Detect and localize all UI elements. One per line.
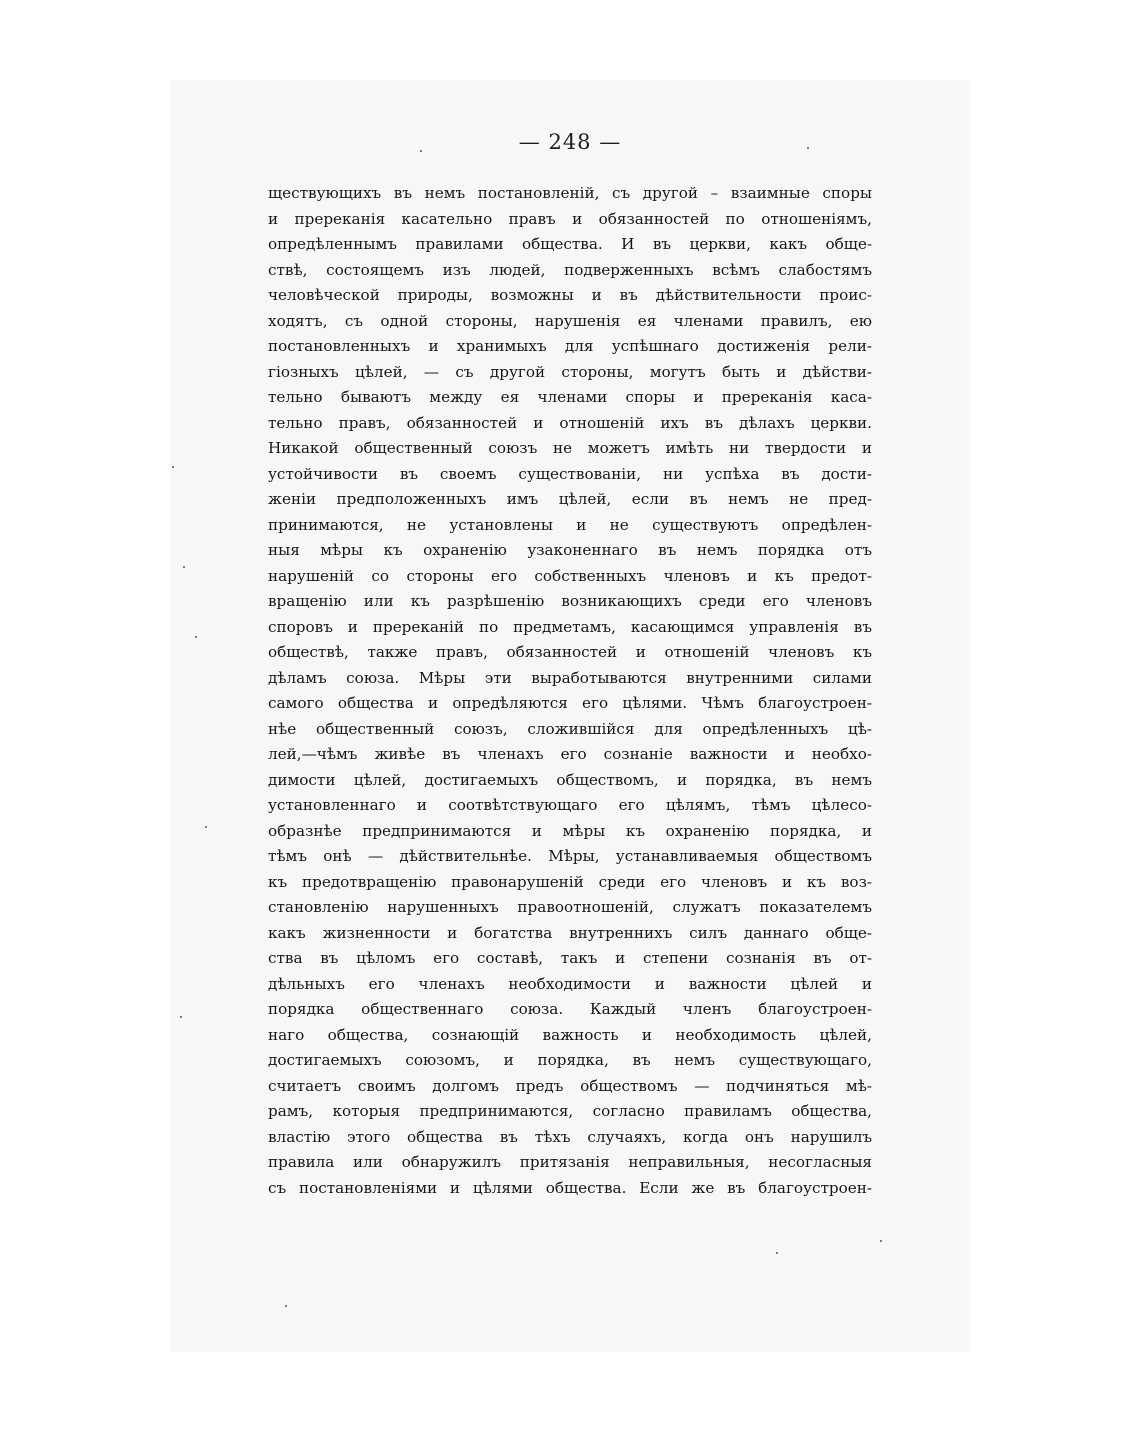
text-line: становленію нарушенныхъ правоотношеній, служатъ показателемъ <box>268 898 872 916</box>
text-line: образнѣе предпринимаются и мѣры къ охраненію порядка, и <box>268 821 872 840</box>
text-line: женіи предположенныхъ имъ цѣлей, если въ немъ не пред- <box>268 490 872 508</box>
text-line: нарушеній со стороны его собственныхъ членовъ и къ предот- <box>268 566 872 585</box>
text-line: нѣе общественный союзъ, сложившійся для опредѣленныхъ цѣ- <box>268 719 872 738</box>
text-line: вращенію или къ разрѣшенію возникающихъ среди его членовъ <box>268 592 872 610</box>
text-line: человѣческой природы, возможны и въ дѣйствительности проис- <box>268 286 872 304</box>
text-line: Никакой общественный союзъ не можетъ имѣть ни твердости и <box>268 439 872 457</box>
text-line: тельно бываютъ между ея членами споры и пререканія каса- <box>268 388 872 406</box>
text-line: дѣламъ союза. Мѣры эти выработываются внутренними силами <box>268 668 872 687</box>
text-line: къ предотвращенію правонарушеній среди его членовъ и къ воз- <box>268 872 872 891</box>
scan-speck <box>180 1016 182 1018</box>
text-line: достигаемыхъ союзомъ, и порядка, въ немъ существующаго, <box>268 1051 872 1069</box>
scan-speck <box>205 826 207 828</box>
text-line: считаетъ своимъ долгомъ предъ обществомъ — подчиняться мѣ- <box>268 1076 872 1095</box>
text-line: димости цѣлей, достигаемыхъ обществомъ, и порядка, въ немъ <box>268 770 872 789</box>
text-line: опредѣленнымъ правилами общества. И въ церкви, какъ обще- <box>268 235 872 253</box>
scan-speck <box>285 1305 287 1307</box>
scan-speck <box>807 147 809 149</box>
text-line: установленнаго и соотвѣтствующаго его цѣлямъ, тѣмъ цѣлесо- <box>268 796 872 814</box>
text-line: дѣльныхъ его членахъ необходимости и важности цѣлей и <box>268 974 872 993</box>
scan-speck <box>880 1240 882 1242</box>
text-line: порядка общественнаго союза. Каждый членъ благоустроен- <box>268 1000 872 1018</box>
text-line: и пререканія касательно правъ и обязанностей по отношеніямъ, <box>268 209 872 228</box>
text-line: тѣмъ онѣ — дѣйствительнѣе. Мѣры, устанавливаемыя обществомъ <box>268 847 872 865</box>
text-line: лей,—чѣмъ живѣе въ членахъ его сознаніе важности и необхо- <box>268 745 872 763</box>
text-line: властію этого общества въ тѣхъ случаяхъ, когда онъ нарушилъ <box>268 1127 872 1146</box>
body-text <box>268 181 872 1201</box>
scan-speck <box>776 1252 778 1254</box>
text-line: ществующихъ въ немъ постановленій, съ другой – взаимные споры <box>268 184 872 202</box>
scan-speck <box>183 566 185 568</box>
scan-speck <box>195 636 197 638</box>
text-line: правила или обнаружилъ притязанія неправильныя, несогласныя <box>268 1153 872 1171</box>
text-line: ныя мѣры къ охраненію узаконеннаго въ немъ порядка отъ <box>268 541 872 559</box>
text-line: ства въ цѣломъ его составѣ, такъ и степени сознанія въ от- <box>268 949 872 967</box>
text-line: принимаются, не установлены и не существуютъ опредѣлен- <box>268 515 872 534</box>
text-line: обществѣ, также правъ, обязанностей и отношеній членовъ къ <box>268 643 872 661</box>
text-line: ствѣ, состоящемъ изъ людей, подверженныхъ всѣмъ слабостямъ <box>268 260 872 279</box>
page-number: — 248 — <box>518 130 622 154</box>
text-line: устойчивости въ своемъ существованіи, ни успѣха въ дости- <box>268 464 872 483</box>
text-line: тельно правъ, обязанностей и отношеній ихъ въ дѣлахъ церкви. <box>268 413 872 432</box>
text-line: какъ жизненности и богатства внутреннихъ силъ даннаго обще- <box>268 923 872 942</box>
text-line: постановленныхъ и хранимыхъ для успѣшнаго достиженія рели- <box>268 337 872 355</box>
text-line: самого общества и опредѣляются его цѣлями. Чѣмъ благоустроен- <box>268 694 872 712</box>
text-line: гіозныхъ цѣлей, — съ другой стороны, могутъ быть и дѣйстви- <box>268 362 872 381</box>
text-line: наго общества, сознающій важность и необходимость цѣлей, <box>268 1025 872 1044</box>
text-line: споровъ и пререканій по предметамъ, касающимся управленія въ <box>268 617 872 636</box>
text-line: рамъ, которыя предпринимаются, согласно правиламъ общества, <box>268 1102 872 1120</box>
text-line: съ постановленіями и цѣлями общества. Если же въ благоустроен- <box>268 1178 872 1197</box>
scan-speck <box>172 466 174 468</box>
scan-speck <box>420 150 422 152</box>
text-line: ходятъ, съ одной стороны, нарушенія ея членами правилъ, ею <box>268 311 872 330</box>
